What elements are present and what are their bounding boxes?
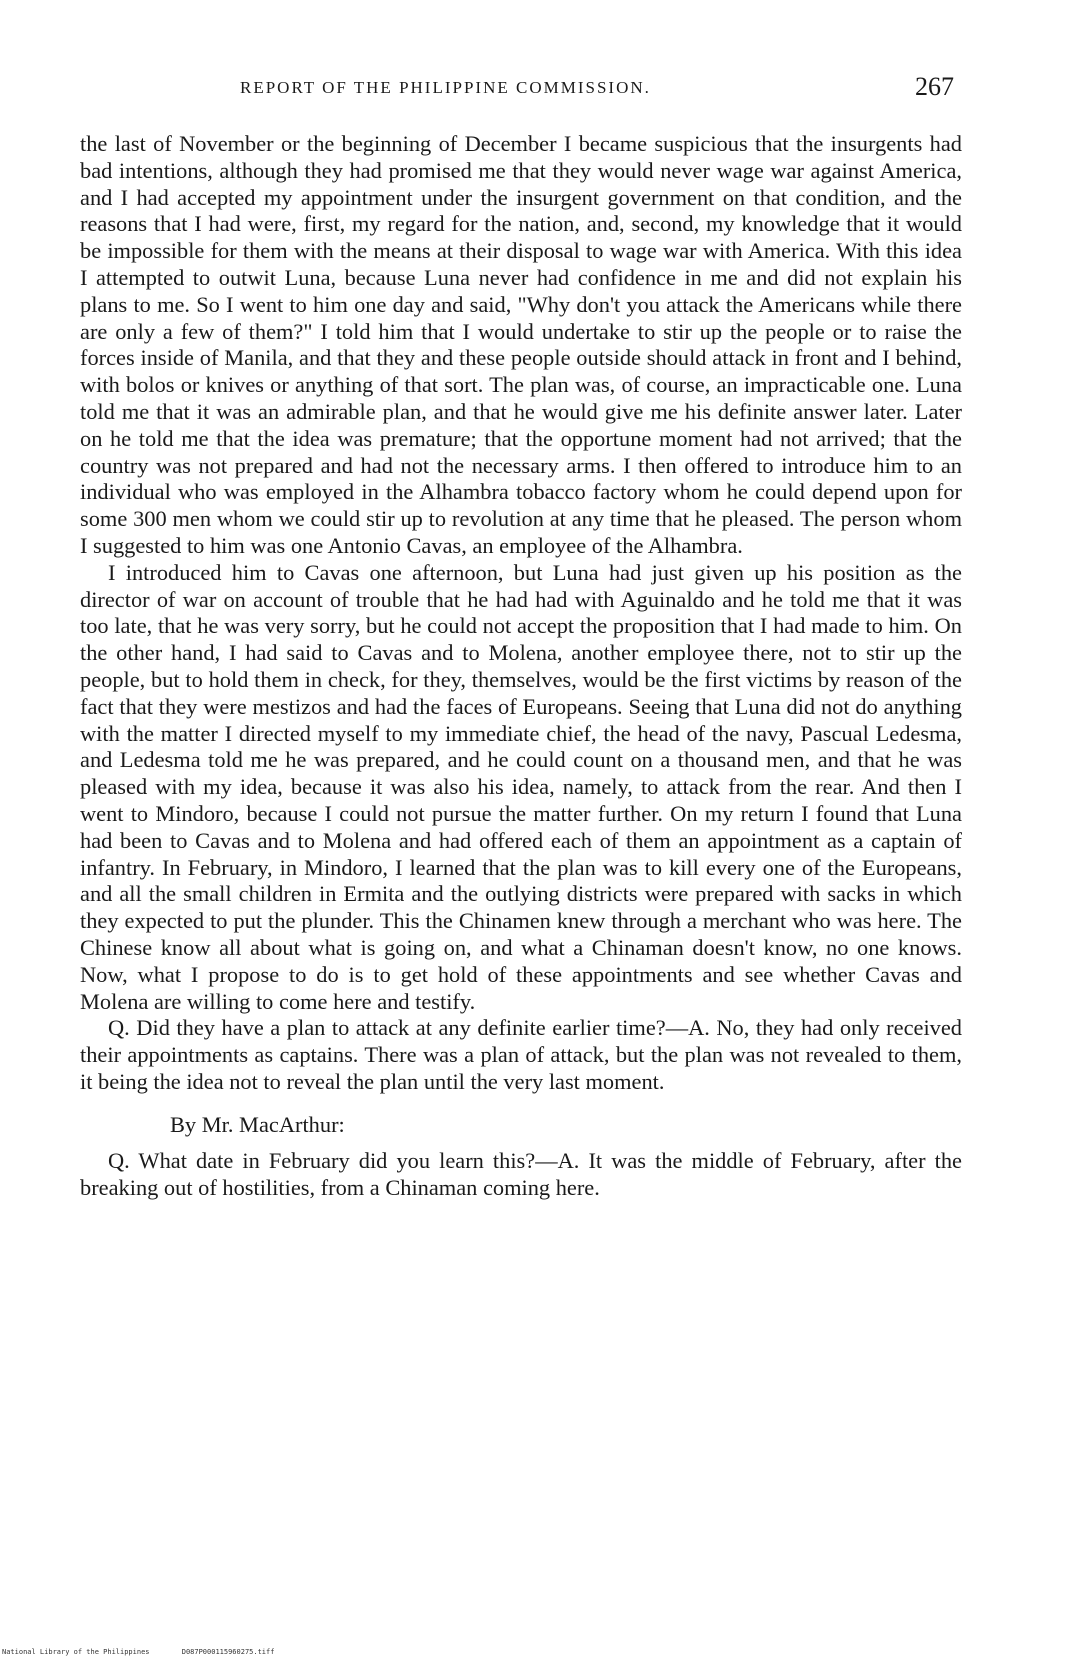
speaker-line: By Mr. MacArthur: [170,1111,345,1137]
running-title: REPORT OF THE PHILIPPINE COMMISSION. [240,78,651,97]
file-id: D087P000115960275.tiff [181,1648,275,1656]
paragraph-1: the last of November or the beginning of December I became suspicious that the insurgents had bad intentions, although they had promised me that they would never wage war against America, and I had accepted my appointment under the insurgent government on that condition, and the reasons that I had were, first, my regard for the nation, and, second, my knowledge that it would be impossible for them with the means at their disposal to wage war with America. With this idea I attempted to outwit Luna, because Luna never had confidence in me and did not explain his plans to me. So I went to him one day and said, "Why don't you attack the Americans while there are only a few of them?" I told him that I would undertake to stir up the people or to raise the forces inside of Manila, and that they and these people outside should attack in front and I behind, with bolos or knives or anything of that sort. The plan was, of course, an impracticable one. Luna told me that it was an admirable plan, and that he would give me his definite answer later. Later on he told me that the idea was premature; that the opportune moment had not arrived; that the country was not prepared and had not the necessary arms. I then offered to introduce him to an individual who was employed in the Alhambra tobacco factory whom he could depend upon for some 300 men whom we could stir up to revolution at any time that he pleased. The person whom I suggested to him was one Antonio Cavas, an employee of the Alhambra. [80,131,962,558]
scan-metadata [2,1648,302,1656]
paragraph-3: Q. Did they have a plan to attack at any definite earlier time?—A. No, they had only received their appointments as captains. There was a plan of attack, but the plan was not revealed to them, it being the idea not to reveal the plan until the very last moment. [80,1015,962,1094]
body-text [80,131,962,1202]
paragraph-final: Q. What date in February did you learn this?—A. It was the middle of February, after the breaking out of hostilities, from a Chinaman coming here. [80,1148,962,1201]
library-name: National Library of the Philippines [2,1648,150,1656]
page-number: 267 [915,72,954,101]
paragraph-2: I introduced him to Cavas one afternoon, but Luna had just given up his position as the director of war on account of trouble that he had had with Aguinaldo and he told me that it was too late, that he was very sorry, but he could not accept the proposition that I had made to him. On the other hand, I had said to Cavas and to Molena, another employee there, not to stir up the people, but to hold them in check, for they, themselves, would be the first victims by reason of the fact that they were mestizos and had the faces of Europeans. Seeing that Luna did not do anything with the matter I directed myself to my immediate chief, the head of the navy, Pascual Ledesma, and Ledesma told me he was prepared, and he could count on a thousand men, and that he was pleased with my idea, because it was also his idea, namely, to attack from the rear. And then I went to Mindoro, because I could not pursue the matter further. On my return I found that Luna had been to Cavas and to Molena and had offered each of them an appointment as a captain of infantry. In February, in Mindoro, I learned that the plan was to kill every one of the Europeans, and all the small children in Ermita and the outlying districts were prepared with sacks in which they expected to put the plunder. This the Chinamen knew through a merchant who was here. The Chinese know all about what is going on, and what a Chinaman doesn't know, no one knows. Now, what I propose to do is to get hold of these appointments and see whether Cavas and Molena are willing to come here and testify. [80,559,962,1014]
